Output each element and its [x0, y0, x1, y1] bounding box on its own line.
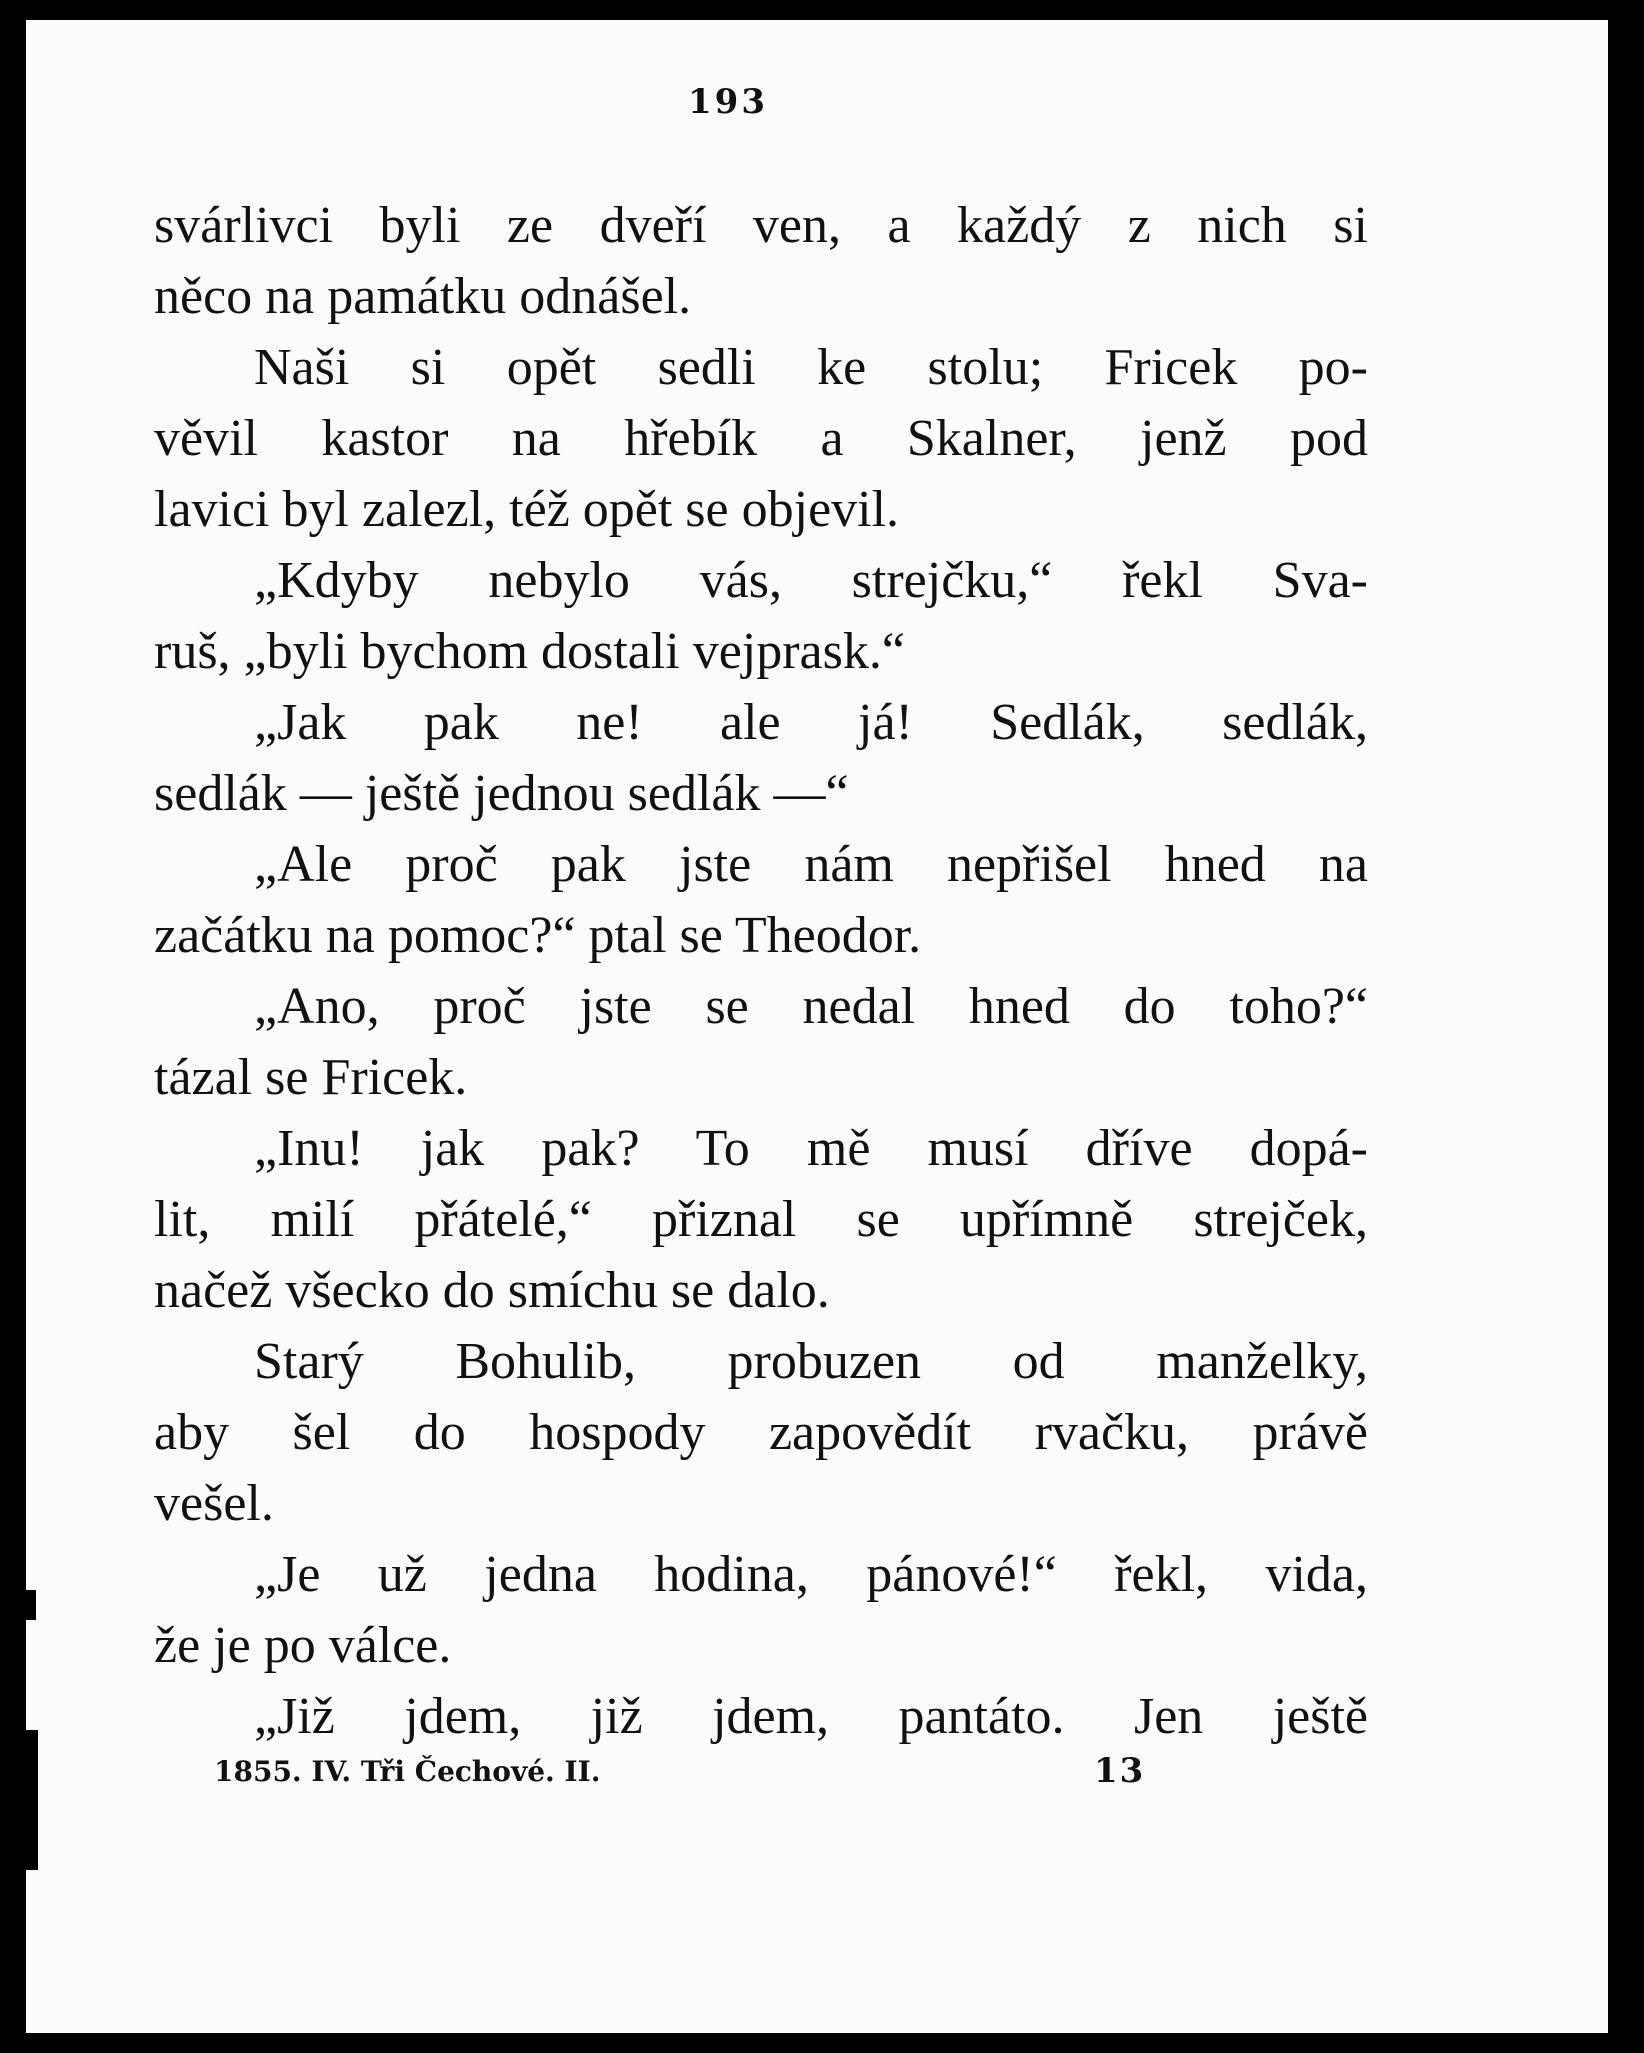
- text-line: načež všecko do smíchu se dalo.: [154, 1262, 830, 1319]
- text-line: že je po válce.: [154, 1617, 452, 1674]
- text-line: něco na památku odnášel.: [154, 268, 692, 325]
- text-line: lit, milí přátelé,“ přiznal se upřímně strejček,: [154, 1191, 1368, 1248]
- binding-shadow: [26, 1730, 38, 1870]
- text-line: „Inu! jak pak? To mě musí dříve dopá-: [254, 1120, 1368, 1177]
- text-line: vešel.: [154, 1475, 274, 1532]
- text-line: „Ale proč pak jste nám nepřišel hned na: [254, 836, 1368, 893]
- text-line: „Jak pak ne! ale já! Sedlák, sedlák,: [254, 694, 1368, 751]
- binding-shadow: [26, 1590, 36, 1620]
- signature-number: 13: [1094, 1751, 1146, 1791]
- text-line: sedlák — ještě jednou sedlák —“: [154, 765, 849, 822]
- text-line: svárlivci byli ze dveří ven, a každý z nich si: [154, 197, 1368, 254]
- text-line: Naši si opět sedli ke stolu; Fricek po-: [254, 339, 1368, 396]
- text-line: „Ano, proč jste se nedal hned do toho?“: [254, 978, 1368, 1035]
- text-line: aby šel do hospody zapovědít rvačku, právě: [154, 1404, 1368, 1461]
- text-line: „Již jdem, již jdem, pantáto. Jen ještě: [254, 1688, 1368, 1745]
- text-line: Starý Bohulib, probuzen od manželky,: [254, 1333, 1368, 1390]
- text-line: „Je už jedna hodina, pánové!“ řekl, vida,: [254, 1546, 1368, 1603]
- printer-signature: 1855. IV. Tři Čechové. II.: [214, 1755, 601, 1788]
- book-page: [26, 20, 1608, 2033]
- page-number: 193: [688, 82, 768, 122]
- text-line: ruš, „byli bychom dostali vejprask.“: [154, 623, 905, 680]
- body-text: [154, 190, 1368, 1752]
- text-line: tázal se Fricek.: [154, 1049, 468, 1106]
- text-line: lavici byl zalezl, též opět se objevil.: [154, 481, 900, 538]
- text-line: „Kdyby nebylo vás, strejčku,“ řekl Sva-: [254, 552, 1368, 609]
- text-line: věvil kastor na hřebík a Skalner, jenž pod: [154, 410, 1368, 467]
- text-line: začátku na pomoc?“ ptal se Theodor.: [154, 907, 922, 964]
